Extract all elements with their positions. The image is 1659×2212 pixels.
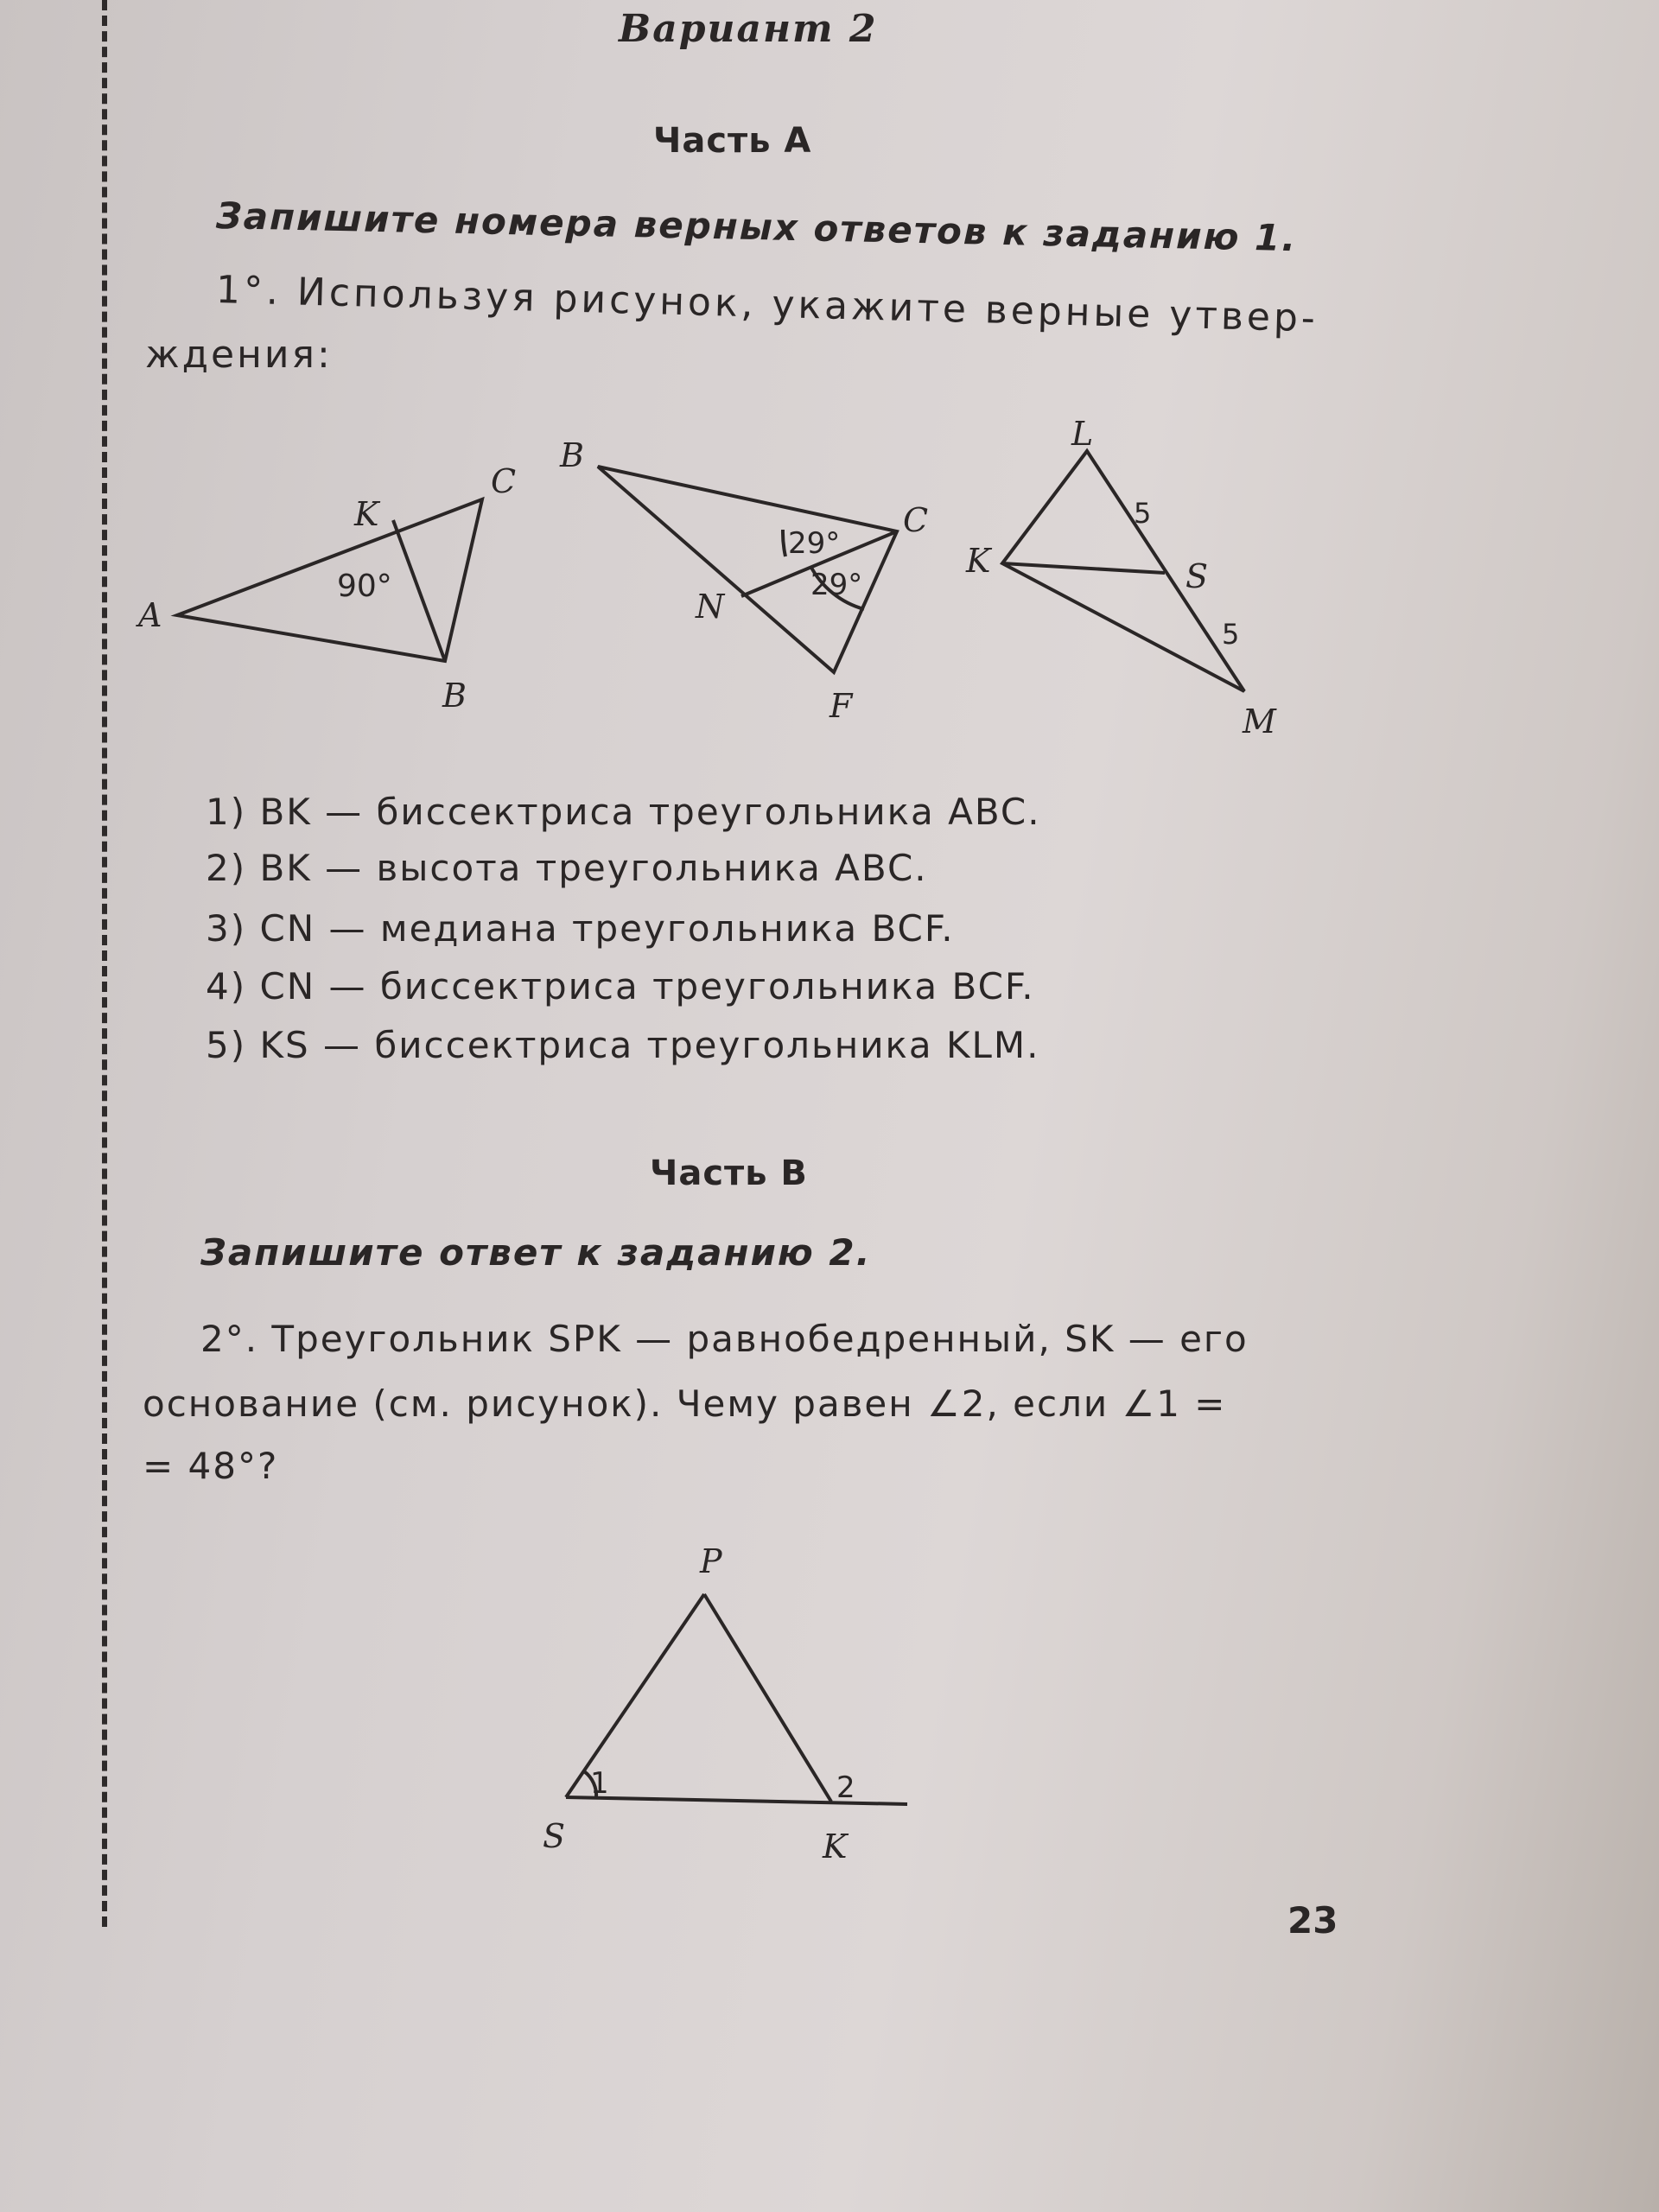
question-1-line-2: ждения:	[145, 333, 333, 377]
question-1-line-1: 1°. Используя рисунок, укажите верные утвер-	[215, 268, 1319, 341]
label-n: N	[696, 588, 725, 626]
base-sk-extended	[566, 1797, 907, 1804]
question-2-line-1: 2°. Треугольник SPK — равнобедренный, SK — его	[200, 1318, 1249, 1360]
label-c: C	[491, 462, 517, 500]
label-f: F	[830, 687, 853, 725]
option-5: 5) KS — биссектриса треугольника KLM.	[206, 1024, 1040, 1066]
segment-sm-length: 5	[1222, 618, 1240, 651]
part-a-title: Часть А	[653, 121, 812, 161]
option-3: 3) CN — медиана треугольника BCF.	[206, 907, 955, 950]
angle-29-top-label: 29°	[788, 526, 841, 561]
page-number: 23	[1287, 1899, 1338, 1942]
label-c2: C	[903, 501, 929, 539]
label-k3: K	[966, 542, 991, 580]
segment-ls-length: 5	[1134, 497, 1152, 530]
label-k-vertex: K	[823, 1827, 848, 1866]
side-pk	[704, 1594, 831, 1802]
angle-2-label: 2	[836, 1770, 855, 1805]
option-4: 4) CN — биссектриса треугольника BCF.	[206, 965, 1035, 1007]
label-p: P	[700, 1542, 722, 1580]
question-2-line-2: основание (см. рисунок). Чему равен ∠2, если ∠1 =	[143, 1382, 1227, 1425]
label-m: M	[1243, 702, 1276, 741]
question-2-line-3: = 48°?	[143, 1445, 279, 1487]
side-sp	[566, 1594, 704, 1797]
label-b2: B	[560, 436, 584, 474]
angle-1-label: 1	[590, 1766, 609, 1801]
label-s: S	[1185, 557, 1209, 595]
option-1: 1) BK — биссектриса треугольника ABC.	[206, 791, 1041, 833]
angle-29-bottom-label: 29°	[810, 568, 863, 602]
part-b-title: Часть В	[650, 1154, 808, 1193]
part-b-instruction: Запишите ответ к заданию 2.	[200, 1231, 872, 1274]
variant-title: Вариант 2	[619, 7, 878, 51]
angle-90-label: 90°	[337, 569, 392, 604]
label-k: K	[354, 495, 379, 533]
part-a-instruction: Запишите номера верных ответов к заданию 1.	[215, 194, 1298, 260]
label-l: L	[1071, 415, 1094, 453]
option-2: 2) BK — высота треугольника ABC.	[206, 847, 928, 889]
figure-triangle-spk	[566, 1594, 907, 1804]
label-s-vertex: S	[543, 1817, 566, 1855]
label-b: B	[442, 677, 467, 715]
label-a: A	[138, 596, 162, 634]
